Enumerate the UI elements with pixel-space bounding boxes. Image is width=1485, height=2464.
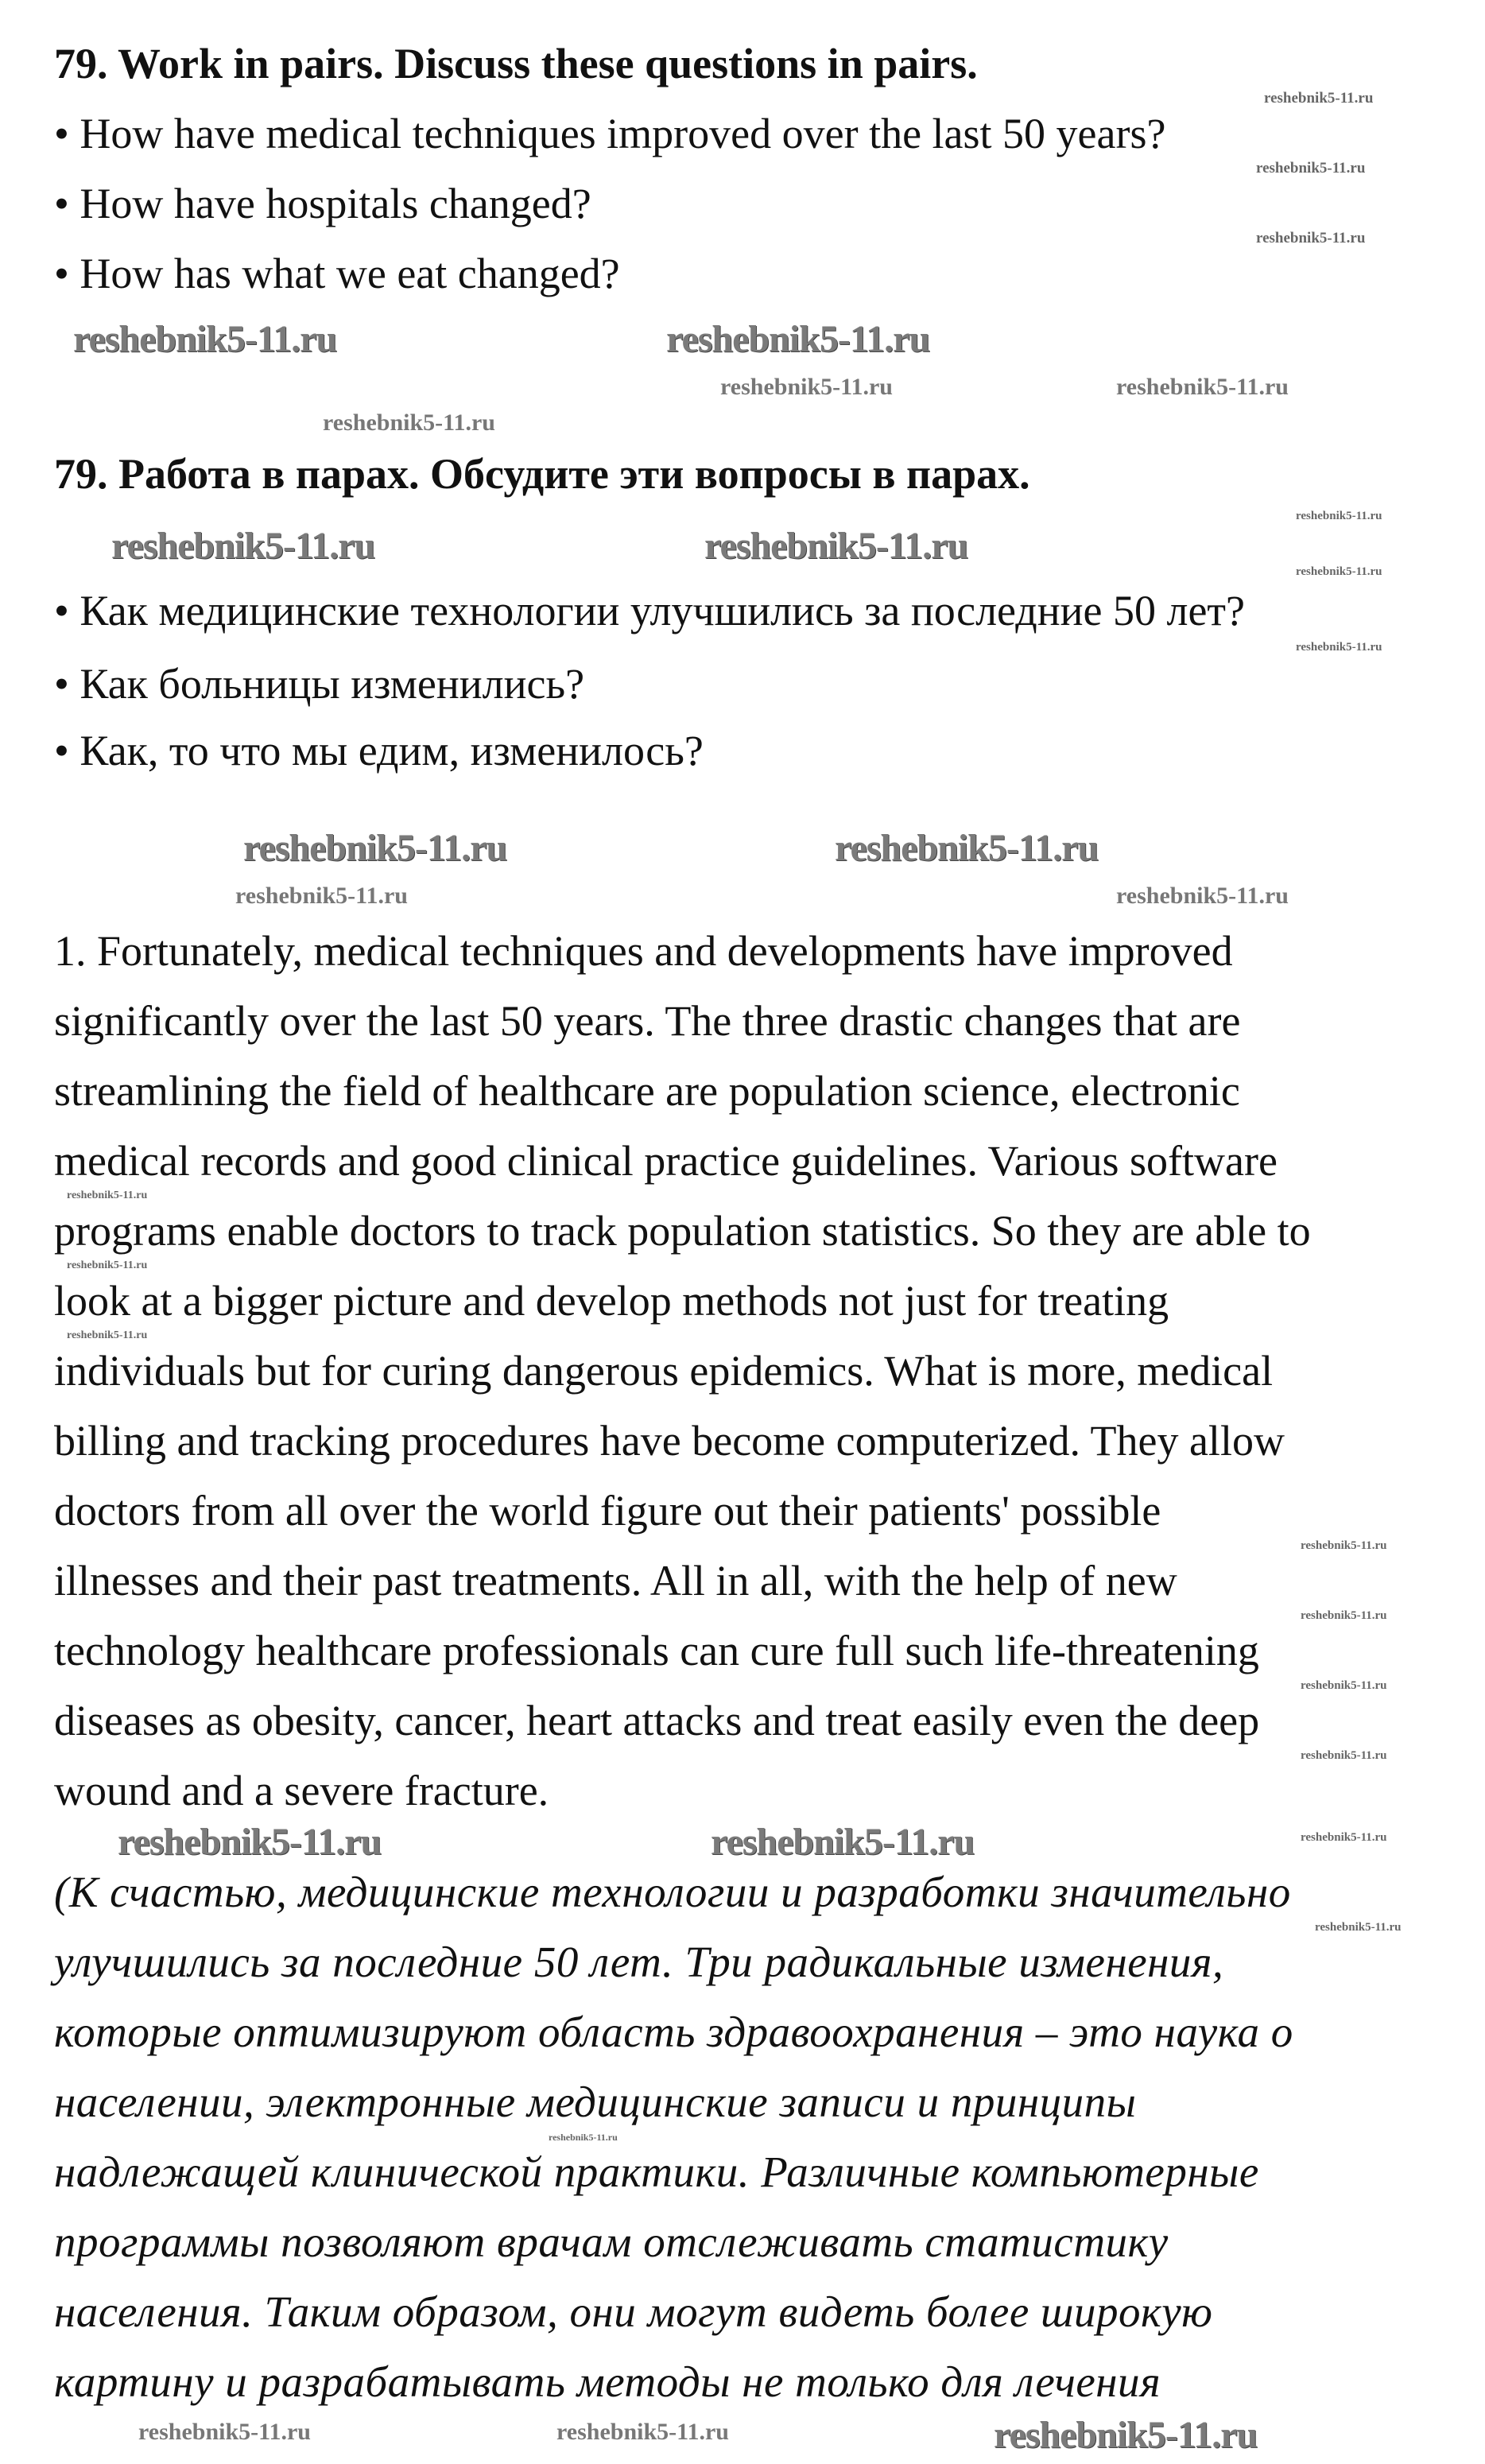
watermark: reshebnik5-11.ru [243, 827, 507, 869]
russian-question: • Как, то что мы едим, изменилось? [54, 727, 704, 774]
answer-line: individuals but for curing dangerous epidemics. What is more, medical [54, 1347, 1274, 1395]
watermark: reshebnik5-11.ru [67, 1189, 148, 1201]
translation-line: которые оптимизируют область здравоохранения – это наука о [54, 2008, 1293, 2056]
watermark: reshebnik5-11.ru [1296, 565, 1382, 578]
watermark: reshebnik5-11.ru [556, 2419, 729, 2445]
russian-question: • Как больницы изменились? [54, 660, 585, 708]
answer-line: billing and tracking procedures have become computerized. They allow [54, 1417, 1285, 1465]
watermark: reshebnik5-11.ru [67, 1329, 148, 1341]
watermark: reshebnik5-11.ru [138, 2419, 311, 2445]
answer-line: illnesses and their past treatments. All in all, with the help of new [54, 1557, 1177, 1605]
watermark: reshebnik5-11.ru [1301, 1831, 1387, 1844]
answer-line: streamlining the field of healthcare are population science, electronic [54, 1067, 1240, 1115]
answer-line: doctors from all over the world figure out their patients' possible [54, 1487, 1161, 1535]
english-question: • How have medical techniques improved over the last 50 years? [54, 110, 1166, 157]
translation-line: программы позволяют врачам отслеживать статистику [54, 2218, 1169, 2266]
watermark: reshebnik5-11.ru [1301, 1679, 1387, 1692]
answer-line: look at a bigger picture and develop methods not just for treating [54, 1277, 1169, 1325]
watermark: reshebnik5-11.ru [1301, 1539, 1387, 1552]
watermark: reshebnik5-11.ru [1301, 1609, 1387, 1622]
translation-line: улучшились за последние 50 лет. Три радикальные изменения, [54, 1938, 1224, 1986]
translation-line: населения. Таким образом, они могут видеть более широкую [54, 2287, 1213, 2336]
answer-line: medical records and good clinical practice guidelines. Various software [54, 1137, 1278, 1185]
watermark: reshebnik5-11.ru [111, 525, 375, 567]
watermark: reshebnik5-11.ru [1264, 90, 1374, 107]
watermark: reshebnik5-11.ru [711, 1821, 975, 1863]
answer-line: programs enable doctors to track population statistics. So they are able to [54, 1207, 1311, 1255]
watermark: reshebnik5-11.ru [1296, 641, 1382, 654]
watermark: reshebnik5-11.ru [1315, 1921, 1402, 1934]
watermark: reshebnik5-11.ru [1116, 374, 1289, 400]
english-question: • How has what we eat changed? [54, 250, 620, 297]
answer-line: wound and a severe fracture. [54, 1767, 549, 1814]
watermark: reshebnik5-11.ru [1256, 230, 1366, 246]
answer-line: 1. Fortunately, medical techniques and developments have improved [54, 927, 1233, 975]
watermark: reshebnik5-11.ru [323, 409, 495, 436]
watermark: reshebnik5-11.ru [1116, 883, 1289, 909]
answer-line: technology healthcare professionals can cure full such life-threatening [54, 1627, 1259, 1674]
translation-line: картину и разрабатывать методы не только для лечения [54, 2357, 1161, 2406]
watermark: reshebnik5-11.ru [704, 525, 968, 567]
watermark: reshebnik5-11.ru [666, 318, 930, 360]
english-task-title: 79. Work in pairs. Discuss these questions in pairs. [54, 40, 978, 87]
watermark: reshebnik5-11.ru [1296, 510, 1382, 522]
translation-line: населении, электронные медицинские записи и принципы [54, 2078, 1137, 2126]
watermark: reshebnik5-11.ru [1256, 160, 1366, 177]
russian-question: • Как медицинские технологии улучшились за последние 50 лет? [54, 587, 1245, 634]
watermark: reshebnik5-11.ru [720, 374, 893, 400]
answer-line: diseases as obesity, cancer, heart attacks and treat easily even the deep [54, 1697, 1260, 1744]
watermark: reshebnik5-11.ru [118, 1821, 382, 1863]
watermark: reshebnik5-11.ru [835, 827, 1099, 869]
translation-line: надлежащей клинической практики. Различные компьютерные [54, 2148, 1259, 2196]
translation-line: (К счастью, медицинские технологии и разработки значительно [54, 1868, 1291, 1916]
watermark: reshebnik5-11.ru [549, 2132, 618, 2143]
watermark: reshebnik5-11.ru [73, 318, 337, 360]
english-question: • How have hospitals changed? [54, 180, 591, 227]
answer-line: significantly over the last 50 years. The three drastic changes that are [54, 997, 1241, 1045]
watermark: reshebnik5-11.ru [67, 1259, 148, 1271]
watermark: reshebnik5-11.ru [235, 883, 408, 909]
watermark: reshebnik5-11.ru [994, 2414, 1258, 2456]
russian-task-title: 79. Работа в парах. Обсудите эти вопросы в парах. [54, 450, 1030, 498]
watermark: reshebnik5-11.ru [1301, 1749, 1387, 1762]
